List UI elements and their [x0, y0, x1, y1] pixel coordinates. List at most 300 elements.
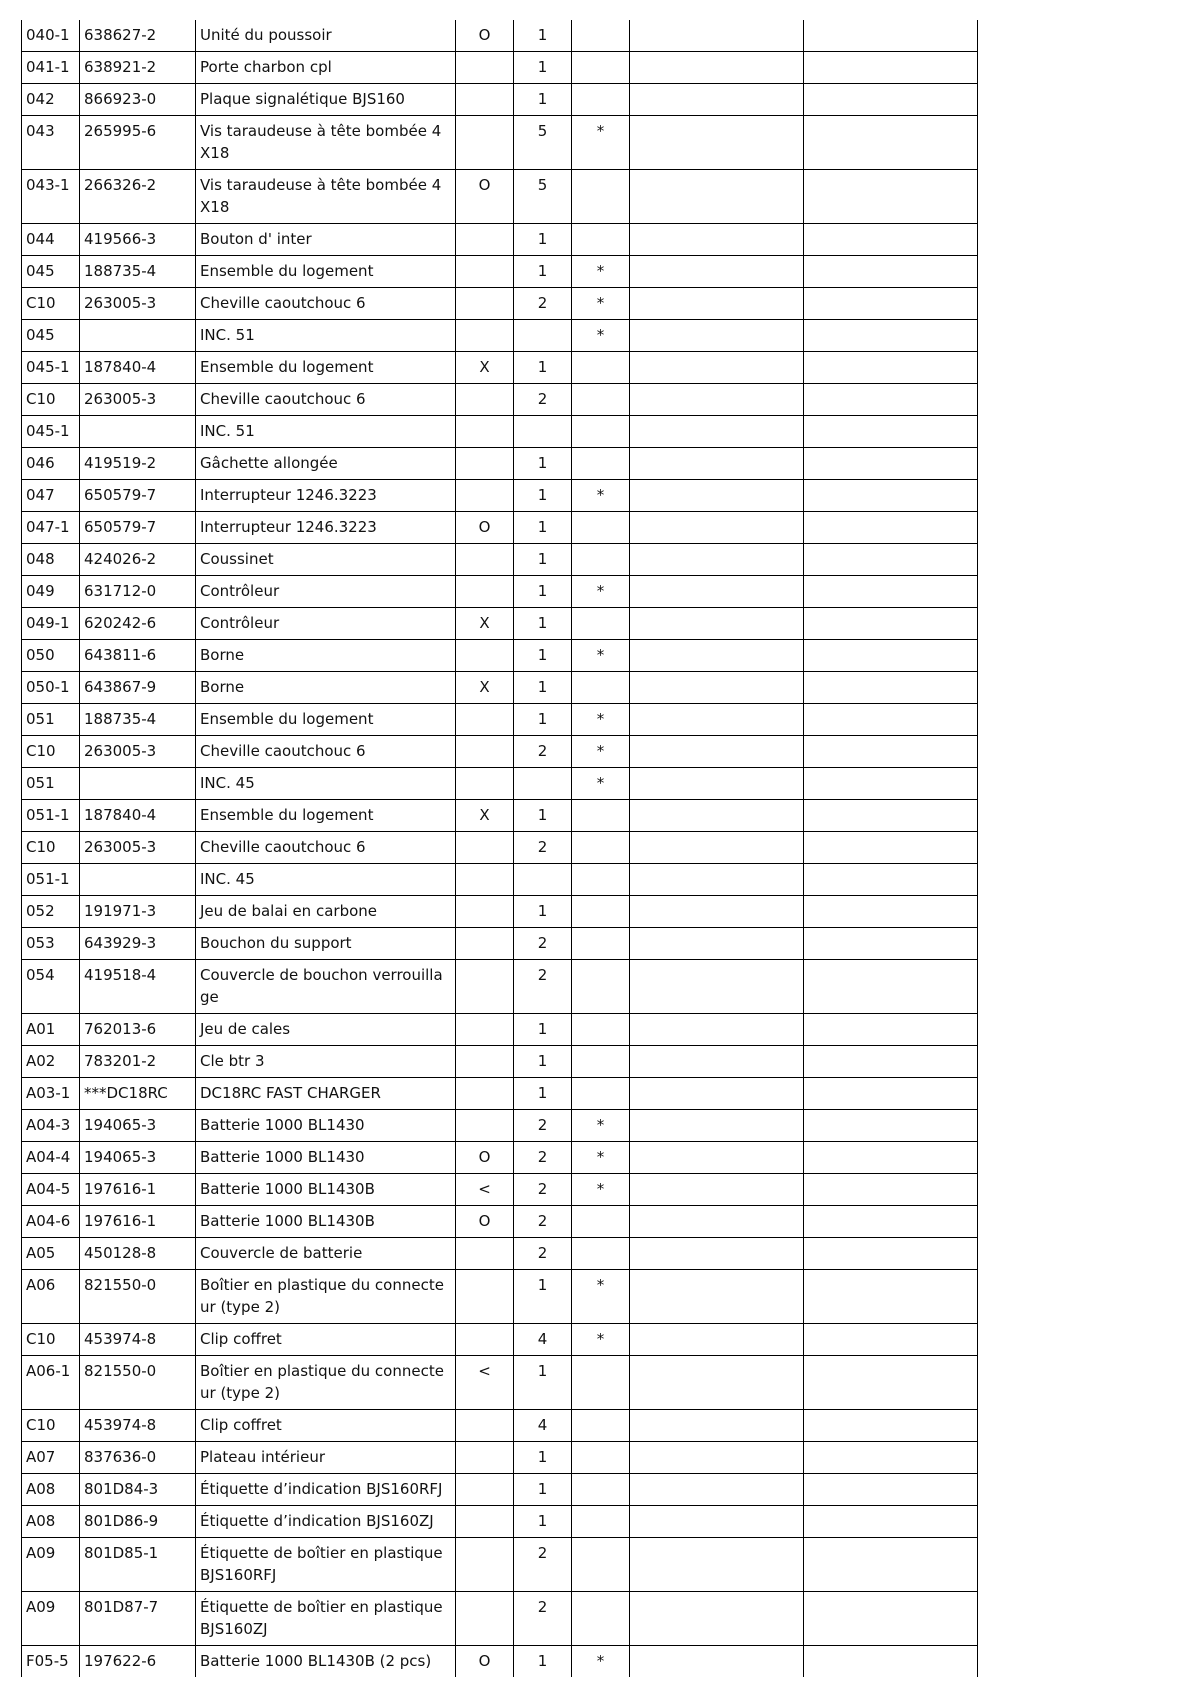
blank-cell: [630, 116, 804, 170]
part-number-cell: [80, 768, 196, 800]
part-number-cell: 643811-6: [80, 640, 196, 672]
mark-cell: [572, 1538, 630, 1592]
blank-cell: [804, 768, 978, 800]
blank-cell: [630, 864, 804, 896]
blank-cell: [630, 352, 804, 384]
item-number-cell: A04-5: [22, 1174, 80, 1206]
blank-cell: [804, 512, 978, 544]
table-row: [22, 52, 978, 84]
blank-cell: [630, 1046, 804, 1078]
quantity-cell: 2: [514, 736, 572, 768]
blank-cell: [804, 1538, 978, 1592]
mark-cell: [572, 544, 630, 576]
blank-cell: [630, 1110, 804, 1142]
quantity-cell: 1: [514, 256, 572, 288]
part-number-cell: 801D87-7: [80, 1592, 196, 1646]
mark-cell: [572, 1078, 630, 1110]
blank-cell: [630, 320, 804, 352]
quantity-cell: 2: [514, 928, 572, 960]
flag-cell: [456, 256, 514, 288]
table-row: [22, 576, 978, 608]
part-number-cell: 197622-6: [80, 1646, 196, 1678]
flag-cell: O: [456, 1142, 514, 1174]
flag-cell: [456, 1474, 514, 1506]
flag-cell: [456, 544, 514, 576]
flag-cell: [456, 736, 514, 768]
table-row: [22, 512, 978, 544]
mark-cell: *: [572, 288, 630, 320]
part-number-cell: 821550-0: [80, 1270, 196, 1324]
blank-cell: [804, 288, 978, 320]
table-row: [22, 20, 978, 52]
blank-cell: [804, 576, 978, 608]
item-number-cell: A08: [22, 1506, 80, 1538]
mark-cell: [572, 800, 630, 832]
mark-cell: [572, 896, 630, 928]
blank-cell: [630, 170, 804, 224]
mark-cell: *: [572, 576, 630, 608]
item-number-cell: A02: [22, 1046, 80, 1078]
flag-cell: [456, 704, 514, 736]
table-row: [22, 352, 978, 384]
blank-cell: [630, 896, 804, 928]
flag-cell: [456, 1506, 514, 1538]
blank-cell: [630, 608, 804, 640]
flag-cell: [456, 640, 514, 672]
blank-cell: [804, 320, 978, 352]
blank-cell: [804, 1110, 978, 1142]
part-number-cell: 638921-2: [80, 52, 196, 84]
item-number-cell: 043-1: [22, 170, 80, 224]
flag-cell: [456, 1592, 514, 1646]
blank-cell: [630, 416, 804, 448]
part-number-cell: [80, 416, 196, 448]
quantity-cell: 2: [514, 1206, 572, 1238]
flag-cell: O: [456, 512, 514, 544]
description-cell: Clip coffret: [196, 1410, 456, 1442]
item-number-cell: A08: [22, 1474, 80, 1506]
quantity-cell: 1: [514, 896, 572, 928]
blank-cell: [804, 672, 978, 704]
table-row: [22, 480, 978, 512]
quantity-cell: 1: [514, 704, 572, 736]
part-number-cell: 194065-3: [80, 1142, 196, 1174]
quantity-cell: 1: [514, 1014, 572, 1046]
blank-cell: [804, 800, 978, 832]
blank-cell: [630, 640, 804, 672]
item-number-cell: A03-1: [22, 1078, 80, 1110]
description-cell: Unité du poussoir: [196, 20, 456, 52]
item-number-cell: A04-4: [22, 1142, 80, 1174]
part-number-cell: 643867-9: [80, 672, 196, 704]
quantity-cell: 1: [514, 52, 572, 84]
item-number-cell: 045-1: [22, 352, 80, 384]
flag-cell: [456, 576, 514, 608]
part-number-cell: 643929-3: [80, 928, 196, 960]
blank-cell: [804, 1270, 978, 1324]
item-number-cell: A05: [22, 1238, 80, 1270]
table-row: [22, 928, 978, 960]
blank-cell: [630, 576, 804, 608]
description-cell: Ensemble du logement: [196, 352, 456, 384]
part-number-cell: 424026-2: [80, 544, 196, 576]
item-number-cell: 042: [22, 84, 80, 116]
part-number-cell: 783201-2: [80, 1046, 196, 1078]
description-cell: Bouchon du support: [196, 928, 456, 960]
quantity-cell: 1: [514, 1078, 572, 1110]
item-number-cell: C10: [22, 384, 80, 416]
blank-cell: [630, 1206, 804, 1238]
parts-table: [21, 20, 978, 1677]
part-number-cell: 801D84-3: [80, 1474, 196, 1506]
flag-cell: X: [456, 800, 514, 832]
flag-cell: [456, 52, 514, 84]
flag-cell: X: [456, 672, 514, 704]
blank-cell: [804, 1356, 978, 1410]
quantity-cell: 1: [514, 544, 572, 576]
item-number-cell: A06-1: [22, 1356, 80, 1410]
description-cell: Gâchette allongée: [196, 448, 456, 480]
blank-cell: [804, 256, 978, 288]
mark-cell: *: [572, 704, 630, 736]
mark-cell: *: [572, 256, 630, 288]
mark-cell: [572, 512, 630, 544]
mark-cell: [572, 1238, 630, 1270]
part-number-cell: 266326-2: [80, 170, 196, 224]
blank-cell: [630, 1538, 804, 1592]
blank-cell: [804, 960, 978, 1014]
mark-cell: *: [572, 320, 630, 352]
item-number-cell: A09: [22, 1592, 80, 1646]
mark-cell: [572, 20, 630, 52]
flag-cell: [456, 320, 514, 352]
blank-cell: [804, 1410, 978, 1442]
quantity-cell: 1: [514, 1356, 572, 1410]
quantity-cell: 2: [514, 1174, 572, 1206]
blank-cell: [630, 1238, 804, 1270]
item-number-cell: 043: [22, 116, 80, 170]
flag-cell: [456, 384, 514, 416]
quantity-cell: 1: [514, 1046, 572, 1078]
table-row: [22, 768, 978, 800]
flag-cell: O: [456, 1206, 514, 1238]
parts-table-body: [22, 20, 978, 1677]
item-number-cell: 045-1: [22, 416, 80, 448]
blank-cell: [804, 1142, 978, 1174]
item-number-cell: 051: [22, 768, 80, 800]
mark-cell: *: [572, 1324, 630, 1356]
mark-cell: [572, 1506, 630, 1538]
flag-cell: X: [456, 608, 514, 640]
description-cell: Cheville caoutchouc 6: [196, 832, 456, 864]
mark-cell: [572, 384, 630, 416]
mark-cell: [572, 1442, 630, 1474]
description-cell: Interrupteur 1246.3223: [196, 480, 456, 512]
quantity-cell: 1: [514, 576, 572, 608]
quantity-cell: 2: [514, 1110, 572, 1142]
table-row: [22, 288, 978, 320]
mark-cell: *: [572, 1646, 630, 1678]
description-cell: Coussinet: [196, 544, 456, 576]
table-row: [22, 1356, 978, 1410]
item-number-cell: 041-1: [22, 52, 80, 84]
blank-cell: [804, 384, 978, 416]
table-row: [22, 864, 978, 896]
blank-cell: [804, 1014, 978, 1046]
blank-cell: [630, 224, 804, 256]
item-number-cell: A01: [22, 1014, 80, 1046]
blank-cell: [804, 224, 978, 256]
quantity-cell: 1: [514, 1506, 572, 1538]
mark-cell: [572, 1410, 630, 1442]
quantity-cell: 1: [514, 512, 572, 544]
mark-cell: *: [572, 1110, 630, 1142]
item-number-cell: C10: [22, 832, 80, 864]
blank-cell: [804, 544, 978, 576]
quantity-cell: 2: [514, 1238, 572, 1270]
blank-cell: [804, 20, 978, 52]
quantity-cell: 1: [514, 448, 572, 480]
description-cell: Contrôleur: [196, 608, 456, 640]
description-cell: Batterie 1000 BL1430: [196, 1110, 456, 1142]
mark-cell: *: [572, 736, 630, 768]
blank-cell: [630, 1014, 804, 1046]
mark-cell: *: [572, 1174, 630, 1206]
item-number-cell: 049-1: [22, 608, 80, 640]
quantity-cell: 1: [514, 800, 572, 832]
quantity-cell: [514, 320, 572, 352]
quantity-cell: [514, 864, 572, 896]
quantity-cell: 1: [514, 20, 572, 52]
quantity-cell: 2: [514, 832, 572, 864]
description-cell: INC. 45: [196, 864, 456, 896]
item-number-cell: 046: [22, 448, 80, 480]
mark-cell: [572, 608, 630, 640]
item-number-cell: 040-1: [22, 20, 80, 52]
part-number-cell: 620242-6: [80, 608, 196, 640]
blank-cell: [630, 1078, 804, 1110]
mark-cell: [572, 416, 630, 448]
table-row: [22, 1474, 978, 1506]
table-row: [22, 170, 978, 224]
table-row: [22, 1592, 978, 1646]
part-number-cell: 419518-4: [80, 960, 196, 1014]
blank-cell: [630, 1474, 804, 1506]
flag-cell: [456, 864, 514, 896]
description-cell: Contrôleur: [196, 576, 456, 608]
table-row: [22, 448, 978, 480]
description-cell: Boîtier en plastique du connecteur (type 2): [196, 1270, 456, 1324]
table-row: [22, 1206, 978, 1238]
mark-cell: [572, 672, 630, 704]
blank-cell: [630, 672, 804, 704]
blank-cell: [804, 448, 978, 480]
table-row: [22, 1324, 978, 1356]
quantity-cell: [514, 768, 572, 800]
table-row: [22, 608, 978, 640]
mark-cell: *: [572, 640, 630, 672]
item-number-cell: 045: [22, 320, 80, 352]
quantity-cell: 4: [514, 1324, 572, 1356]
flag-cell: O: [456, 1646, 514, 1678]
blank-cell: [804, 864, 978, 896]
item-number-cell: 053: [22, 928, 80, 960]
blank-cell: [630, 704, 804, 736]
flag-cell: [456, 928, 514, 960]
mark-cell: [572, 52, 630, 84]
part-number-cell: 821550-0: [80, 1356, 196, 1410]
part-number-cell: 801D86-9: [80, 1506, 196, 1538]
description-cell: INC. 45: [196, 768, 456, 800]
part-number-cell: 187840-4: [80, 800, 196, 832]
table-row: [22, 704, 978, 736]
quantity-cell: 1: [514, 84, 572, 116]
part-number-cell: 638627-2: [80, 20, 196, 52]
mark-cell: [572, 448, 630, 480]
flag-cell: [456, 1538, 514, 1592]
blank-cell: [630, 1506, 804, 1538]
item-number-cell: 050-1: [22, 672, 80, 704]
blank-cell: [804, 608, 978, 640]
description-cell: Clip coffret: [196, 1324, 456, 1356]
part-number-cell: 762013-6: [80, 1014, 196, 1046]
part-number-cell: 263005-3: [80, 736, 196, 768]
item-number-cell: 048: [22, 544, 80, 576]
flag-cell: [456, 1410, 514, 1442]
quantity-cell: 1: [514, 1646, 572, 1678]
flag-cell: [456, 1442, 514, 1474]
flag-cell: [456, 1046, 514, 1078]
blank-cell: [630, 480, 804, 512]
item-number-cell: C10: [22, 288, 80, 320]
item-number-cell: 049: [22, 576, 80, 608]
item-number-cell: A04-3: [22, 1110, 80, 1142]
part-number-cell: 650579-7: [80, 512, 196, 544]
part-number-cell: [80, 864, 196, 896]
mark-cell: [572, 1206, 630, 1238]
part-number-cell: 419566-3: [80, 224, 196, 256]
item-number-cell: C10: [22, 1324, 80, 1356]
blank-cell: [630, 1442, 804, 1474]
part-number-cell: [80, 320, 196, 352]
item-number-cell: C10: [22, 1410, 80, 1442]
part-number-cell: 866923-0: [80, 84, 196, 116]
flag-cell: [456, 224, 514, 256]
description-cell: Bouton d' inter: [196, 224, 456, 256]
table-row: [22, 896, 978, 928]
table-row: [22, 544, 978, 576]
blank-cell: [804, 1442, 978, 1474]
blank-cell: [630, 1174, 804, 1206]
description-cell: Cheville caoutchouc 6: [196, 288, 456, 320]
table-row: [22, 384, 978, 416]
part-number-cell: 187840-4: [80, 352, 196, 384]
description-cell: Interrupteur 1246.3223: [196, 512, 456, 544]
description-cell: Cle btr 3: [196, 1046, 456, 1078]
blank-cell: [630, 928, 804, 960]
flag-cell: [456, 116, 514, 170]
blank-cell: [630, 52, 804, 84]
item-number-cell: 044: [22, 224, 80, 256]
quantity-cell: 2: [514, 384, 572, 416]
blank-cell: [804, 1324, 978, 1356]
description-cell: Batterie 1000 BL1430B: [196, 1206, 456, 1238]
flag-cell: [456, 768, 514, 800]
part-number-cell: 265995-6: [80, 116, 196, 170]
quantity-cell: 2: [514, 1538, 572, 1592]
description-cell: Batterie 1000 BL1430B (2 pcs): [196, 1646, 456, 1678]
blank-cell: [630, 448, 804, 480]
part-number-cell: 453974-8: [80, 1410, 196, 1442]
mark-cell: *: [572, 1142, 630, 1174]
quantity-cell: 1: [514, 1474, 572, 1506]
description-cell: Cheville caoutchouc 6: [196, 736, 456, 768]
blank-cell: [630, 1410, 804, 1442]
blank-cell: [804, 480, 978, 512]
table-row: [22, 1046, 978, 1078]
quantity-cell: 1: [514, 224, 572, 256]
flag-cell: [456, 480, 514, 512]
blank-cell: [804, 896, 978, 928]
part-number-cell: 188735-4: [80, 256, 196, 288]
quantity-cell: 2: [514, 1592, 572, 1646]
flag-cell: [456, 84, 514, 116]
mark-cell: [572, 1046, 630, 1078]
flag-cell: O: [456, 170, 514, 224]
description-cell: Batterie 1000 BL1430B: [196, 1174, 456, 1206]
table-row: [22, 1410, 978, 1442]
blank-cell: [630, 384, 804, 416]
item-number-cell: A06: [22, 1270, 80, 1324]
blank-cell: [804, 1174, 978, 1206]
description-cell: Borne: [196, 672, 456, 704]
item-number-cell: 051-1: [22, 800, 80, 832]
blank-cell: [630, 1646, 804, 1678]
table-row: [22, 832, 978, 864]
part-number-cell: 263005-3: [80, 288, 196, 320]
table-row: [22, 800, 978, 832]
table-row: [22, 736, 978, 768]
mark-cell: *: [572, 768, 630, 800]
part-number-cell: 191971-3: [80, 896, 196, 928]
blank-cell: [804, 1238, 978, 1270]
table-row: [22, 1538, 978, 1592]
part-number-cell: 801D85-1: [80, 1538, 196, 1592]
mark-cell: [572, 1014, 630, 1046]
mark-cell: [572, 960, 630, 1014]
blank-cell: [804, 52, 978, 84]
part-number-cell: 450128-8: [80, 1238, 196, 1270]
part-number-cell: ***DC18RC: [80, 1078, 196, 1110]
description-cell: Étiquette de boîtier en plastique BJS160RFJ: [196, 1538, 456, 1592]
mark-cell: [572, 352, 630, 384]
table-row: [22, 84, 978, 116]
table-row: [22, 1270, 978, 1324]
blank-cell: [630, 544, 804, 576]
mark-cell: *: [572, 480, 630, 512]
blank-cell: [630, 736, 804, 768]
blank-cell: [630, 1270, 804, 1324]
quantity-cell: 1: [514, 480, 572, 512]
blank-cell: [804, 1646, 978, 1678]
quantity-cell: 1: [514, 352, 572, 384]
description-cell: Étiquette de boîtier en plastique BJS160ZJ: [196, 1592, 456, 1646]
description-cell: Porte charbon cpl: [196, 52, 456, 84]
description-cell: Couvercle de batterie: [196, 1238, 456, 1270]
mark-cell: [572, 1474, 630, 1506]
flag-cell: [456, 1110, 514, 1142]
blank-cell: [804, 1046, 978, 1078]
